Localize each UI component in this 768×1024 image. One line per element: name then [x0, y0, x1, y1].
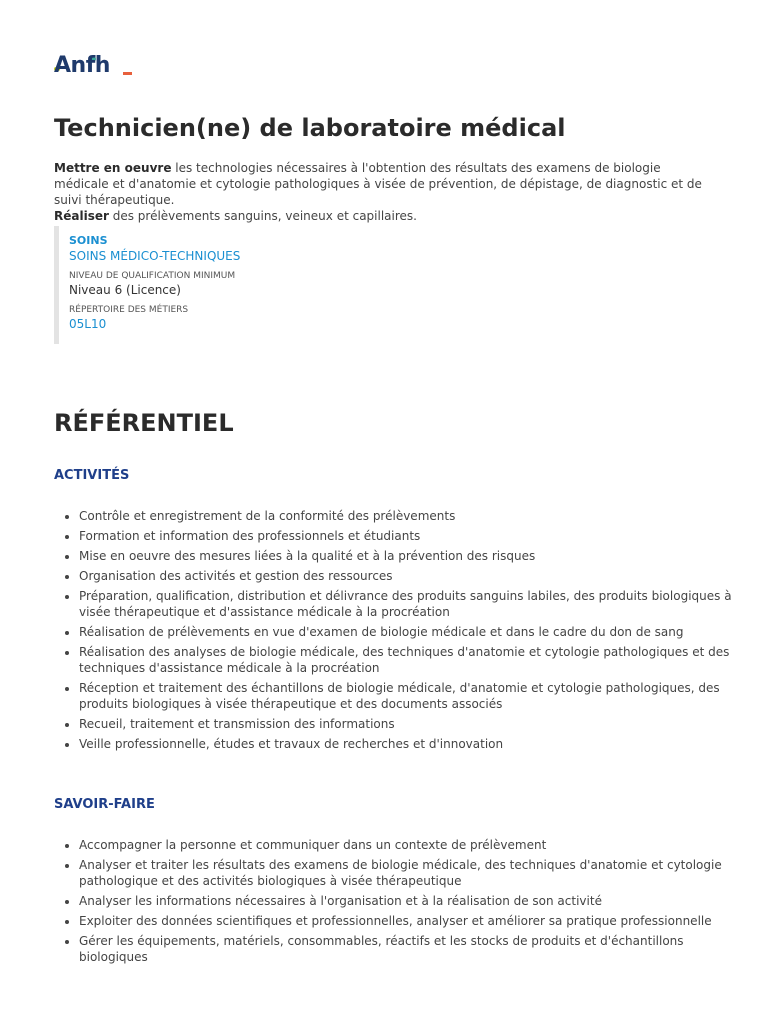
- list-item: • Gérer les équipements, matériels, consommables, réactifs et les stocks de produits et d'échantillons biologiques: [79, 933, 739, 965]
- description-paragraph-2: [54, 208, 714, 224]
- description-text-1: les technologies nécessaires à l'obtention des résultats des examens de biologie médicale et d'anatomie et cytologie pathologiques à visée de prévention, de dépistage, de diagnostic et de suivi thérapeutique.: [54, 161, 702, 207]
- list-item: • Réception et traitement des échantillons de biologie médicale, d'anatomie et cytologie pathologiques, des produits biologiques à visée thérapeutique et des documents associés: [79, 680, 739, 712]
- savoir-faire-list: [54, 837, 739, 969]
- page-title: Technicien(ne) de laboratoire médical: [54, 114, 566, 142]
- qualification-label: NIVEAU DE QUALIFICATION MINIMUM: [69, 271, 236, 281]
- logo-underscore: [123, 72, 132, 75]
- list-item: • Mise en oeuvre des mesures liées à la qualité et à la prévention des risques: [79, 548, 739, 564]
- list-item: • Réalisation des analyses de biologie médicale, des techniques d'anatomie et cytologie pathologiques et des techniques d'assistance médicale à la procréation: [79, 644, 739, 676]
- list-item: • Réalisation de prélèvements en vue d'examen de biologie médicale et dans le cadre du don de sang: [79, 624, 739, 640]
- list-item: • Organisation des activités et gestion des ressources: [79, 568, 739, 584]
- description-bold-2: Réaliser: [54, 209, 109, 223]
- list-item: • Analyser et traiter les résultats des examens de biologie médicale, des techniques d'anatomie et cytologie pathologique et des activités biologiques à visée thérapeutique: [79, 857, 739, 889]
- referentiel-heading: RÉFÉRENTIEL: [54, 409, 234, 437]
- list-item: • Analyser les informations nécessaires à l'organisation et à la réalisation de son activité: [79, 893, 739, 909]
- list-item: • Veille professionnelle, études et travaux de recherches et d'innovation: [79, 736, 739, 752]
- qualification-value: Niveau 6 (Licence): [69, 283, 181, 297]
- list-item: • Contrôle et enregistrement de la conformité des prélèvements: [79, 508, 739, 524]
- repertoire-label: RÉPERTOIRE DES MÉTIERS: [69, 305, 189, 315]
- list-item: • Préparation, qualification, distribution et délivrance des produits sanguins labiles, des produits biologiques à visée thérapeutique et d'assistance médicale à la procréation: [79, 588, 739, 620]
- anfh-logo[interactable]: [54, 52, 144, 80]
- activites-heading: ACTIVITÉS: [54, 468, 130, 483]
- job-meta-box: [54, 226, 454, 344]
- subfamily-link[interactable]: SOINS MÉDICO-TECHNIQUES: [69, 249, 241, 263]
- logo-text: Anfh: [54, 53, 110, 78]
- activites-list: [54, 508, 739, 756]
- list-item: • Formation et information des professionnels et étudiants: [79, 528, 739, 544]
- description-text-2: des prélèvements sanguins, veineux et capillaires.: [108, 209, 417, 223]
- job-description: [54, 160, 714, 224]
- list-item: • Exploiter des données scientifiques et professionnelles, analyser et améliorer sa pratique professionnelle: [79, 913, 739, 929]
- repertoire-code-link[interactable]: 05L10: [69, 317, 107, 331]
- family-link[interactable]: SOINS: [69, 234, 108, 247]
- description-paragraph-1: [54, 160, 714, 208]
- list-item: • Recueil, traitement et transmission des informations: [79, 716, 739, 732]
- savoir-faire-heading: SAVOIR-FAIRE: [54, 797, 155, 812]
- description-bold-1: Mettre en oeuvre: [54, 161, 172, 175]
- list-item: • Accompagner la personne et communiquer dans un contexte de prélèvement: [79, 837, 739, 853]
